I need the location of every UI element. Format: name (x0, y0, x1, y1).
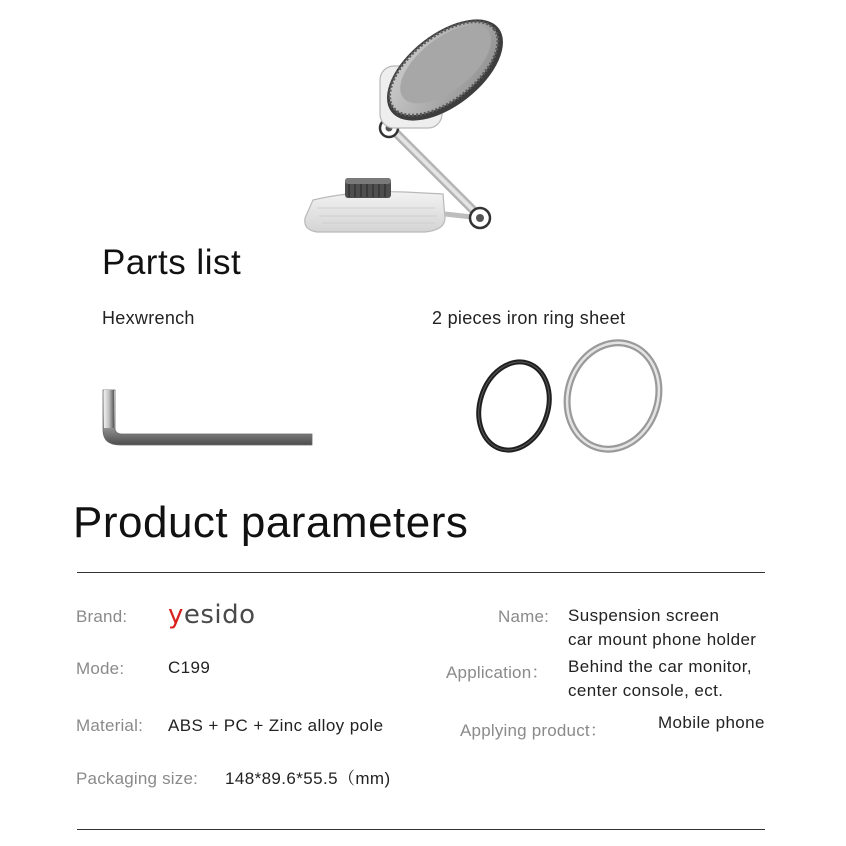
applying-value: Mobile phone (658, 713, 765, 732)
brand-logo (168, 600, 256, 630)
bottom-divider (77, 829, 765, 830)
name-value-line2: car mount phone holder (568, 630, 757, 649)
hexwrench-label: Hexwrench (102, 308, 195, 328)
mode-value: C199 (168, 658, 211, 677)
packaging-value: 148*89.6*55.5（mm) (225, 769, 391, 788)
logo-accent-letter: y (168, 600, 184, 630)
application-value-line1: Behind the car monitor, (568, 657, 753, 676)
iron-ring-image (470, 338, 670, 458)
iron-ring-label: 2 pieces iron ring sheet (432, 308, 626, 328)
product-parameters-title: Product parameters (73, 498, 469, 547)
logo-rest: esido (183, 600, 256, 630)
top-divider (77, 572, 765, 573)
mode-key: Mode: (76, 659, 125, 678)
material-key: Material: (76, 716, 143, 735)
phone-mount-image (295, 8, 510, 240)
application-value-line2: center console, ect. (568, 681, 724, 700)
material-value: ABS + PC + Zinc alloy pole (168, 716, 384, 735)
applying-key: Applying product： (460, 721, 608, 740)
name-value-line1: Suspension screen (568, 606, 720, 625)
application-key: Application： (446, 663, 549, 682)
parts-list-title: Parts list (102, 243, 242, 282)
hexwrench-image (98, 384, 318, 450)
name-key: Name: (498, 607, 550, 626)
brand-key: Brand: (76, 607, 128, 626)
packaging-key: Packaging size: (76, 769, 199, 788)
